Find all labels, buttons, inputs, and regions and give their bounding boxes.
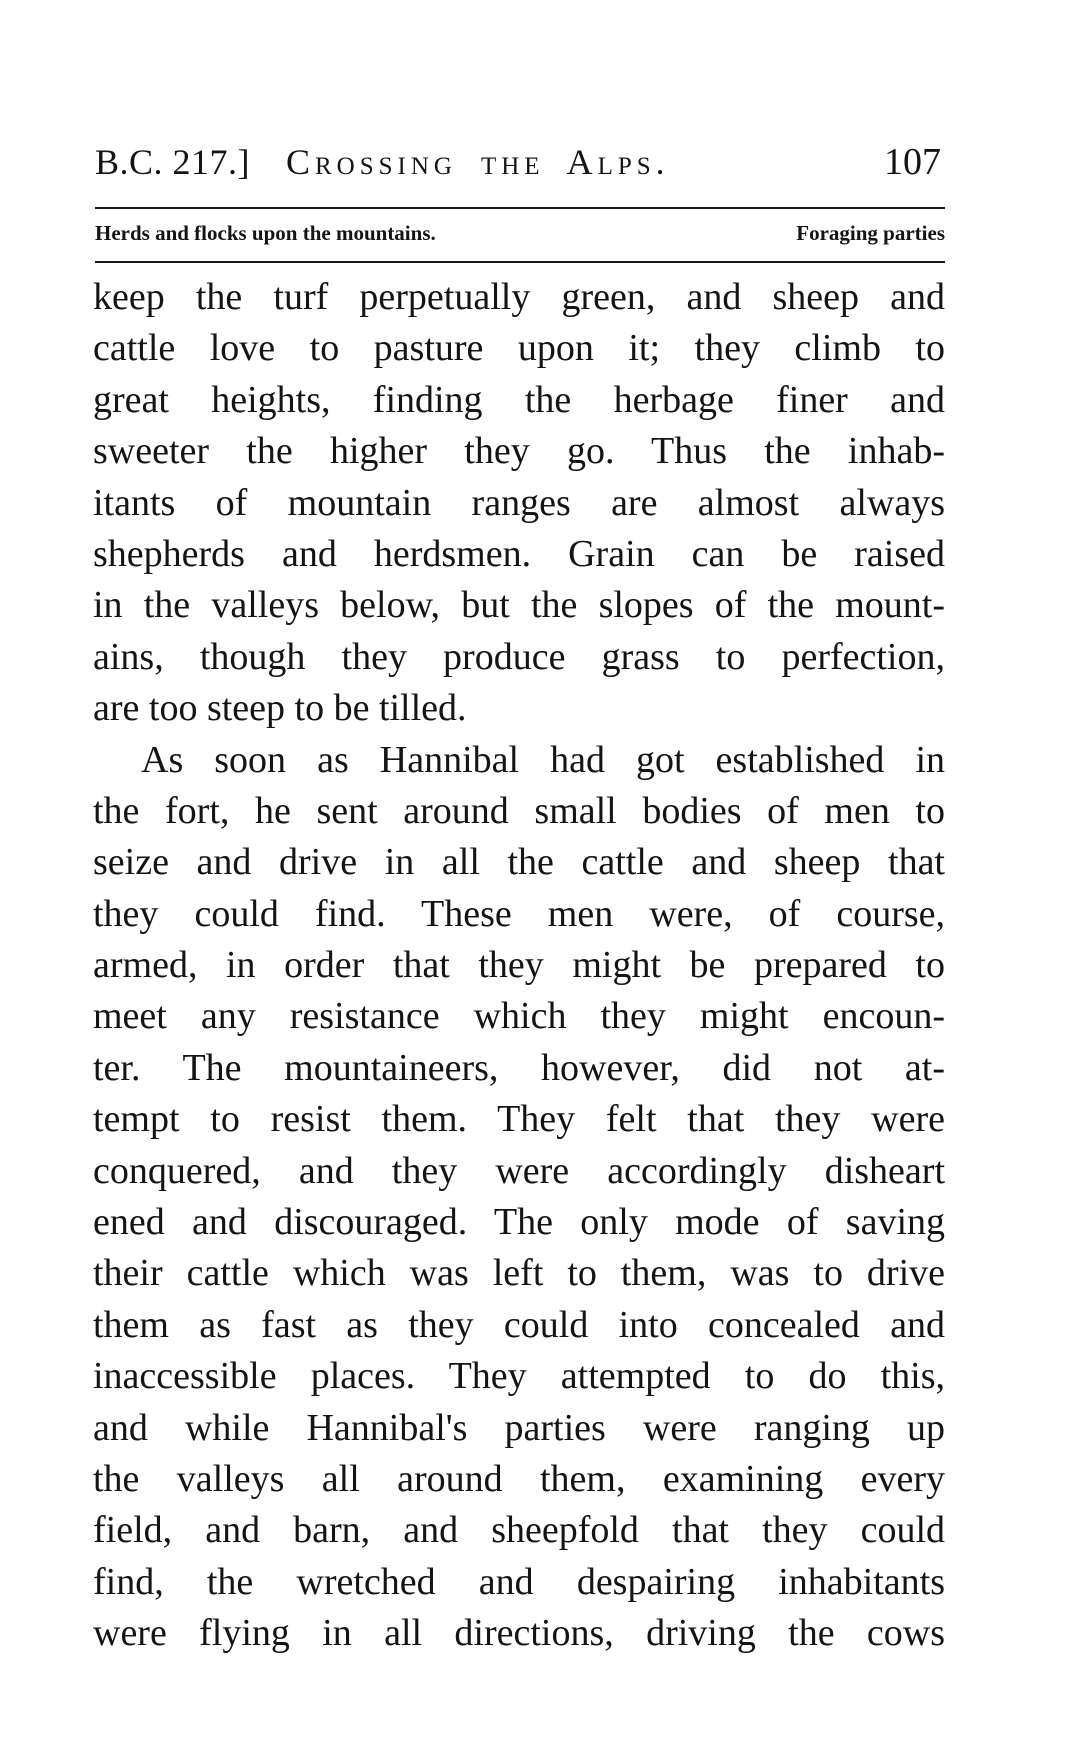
book-page [93,0,947,1763]
text-line: keep the turf perpetually green, and sheep and [93,276,945,318]
text-line: are too steep to be tilled. [93,687,467,730]
paragraph-2 [93,735,945,1660]
header-rule-top [95,207,945,209]
text-line: meet any resistance which they might encoun- [93,995,945,1038]
text-line: they could find. These men were, of course, [93,892,945,935]
subheading-left: Herds and flocks upon the mountains. [95,221,436,245]
text-line: were flying in all directions, driving the cows [93,1612,945,1655]
running-head [93,136,947,188]
paragraph-1 [93,272,945,735]
running-head-date: B.C. 217.] [95,142,251,182]
text-line: inaccessible places. They attempted to do this, [93,1355,945,1398]
body-text [93,272,945,1660]
header-rule-bottom [95,261,945,263]
text-line: the valleys all around them, examining every [93,1457,945,1500]
text-line: itants of mountain ranges are almost always [93,481,945,524]
text-line: sweeter the higher they go. Thus the inhab- [93,430,945,473]
running-head-title: Crossing the Alps. [286,142,670,182]
text-line: and while Hannibal's parties were ranging up [93,1406,945,1449]
text-line: seize and drive in all the cattle and sheep that [93,841,945,884]
text-line: cattle love to pasture upon it; they climb to [93,327,945,370]
text-line: tempt to resist them. They felt that they were [93,1098,945,1141]
text-line: ter. The mountaineers, however, did not at- [93,1046,945,1089]
text-line: the fort, he sent around small bodies of men to [93,789,945,832]
text-line: their cattle which was left to them, was to drive [93,1252,945,1295]
text-line: great heights, finding the herbage finer and [93,378,945,421]
text-line: conquered, and they were accordingly disheart [93,1149,945,1192]
text-line: shepherds and herdsmen. Grain can be raised [93,532,945,575]
text-line: field, and barn, and sheepfold that they could [93,1509,945,1552]
subheading-right: Foraging parties [796,221,945,245]
page-number: 107 [884,141,941,183]
text-line: ened and discouraged. The only mode of saving [93,1201,945,1244]
text-line: armed, in order that they might be prepared to [93,944,945,987]
marginal-subheadings [95,213,945,253]
text-line: them as fast as they could into concealed and [93,1303,945,1346]
text-line: ains, though they produce grass to perfection, [93,635,945,678]
text-line: find, the wretched and despairing inhabitants [93,1560,945,1603]
text-line: As soon as Hannibal had got established in [141,738,945,781]
text-line: in the valleys below, but the slopes of the mount- [93,584,945,627]
